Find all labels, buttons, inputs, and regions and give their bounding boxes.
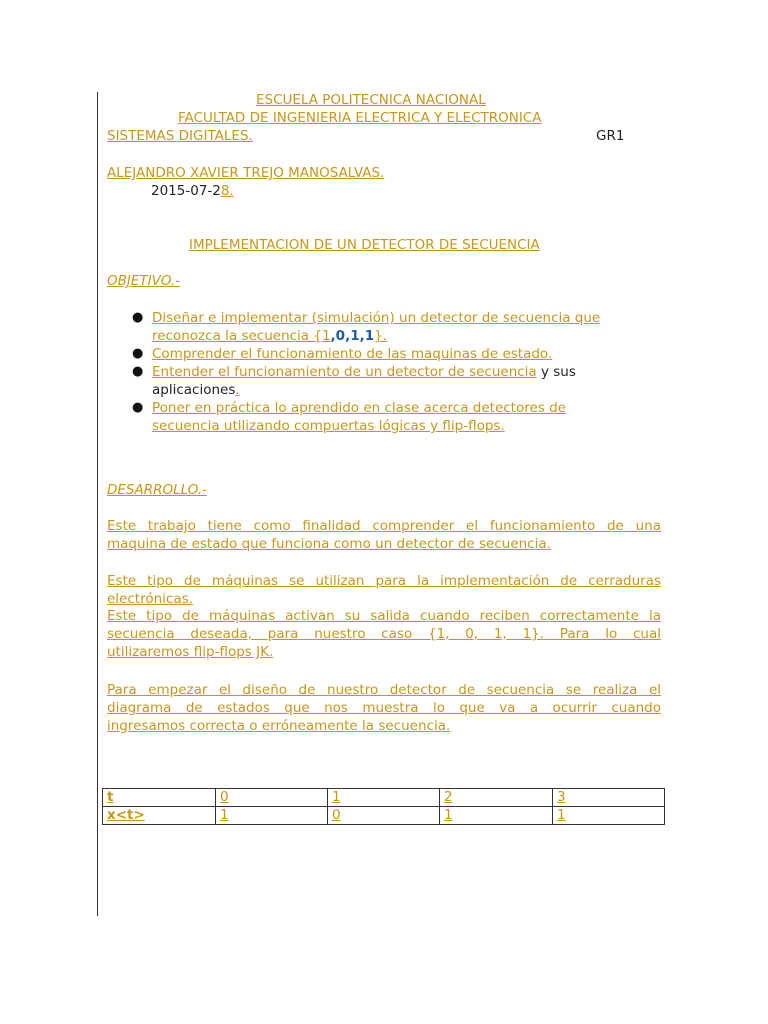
school-name[interactable]: ESCUELA POLITECNICA NACIONAL (256, 92, 486, 108)
paragraph-line[interactable]: Este trabajo tiene como finalidad comprender el funcionamiento de una (107, 518, 661, 534)
paragraph-line[interactable]: electrónicas. (107, 591, 193, 607)
objective-1-line2-start[interactable]: reconozca la secuencia { (152, 328, 322, 344)
paragraph-line[interactable]: diagrama de estados que nos muestra lo que va a ocurrir cuando (107, 700, 661, 716)
paragraph-line[interactable]: Para empezar el diseño de nuestro detector de secuencia se realiza el (107, 682, 661, 698)
objective-heading[interactable]: OBJETIVO.- (107, 273, 181, 289)
sequence-table (102, 788, 665, 825)
paragraph-line[interactable]: maquina de estado que funciona como un detector de secuencia. (107, 536, 551, 552)
objective-4-line1[interactable]: Poner en práctica lo aprendido en clase acerca detectores de (152, 400, 566, 416)
list-item (107, 363, 661, 399)
objective-1-line2-end[interactable]: }. (374, 328, 388, 344)
table-cell[interactable]: 2 (440, 789, 553, 807)
faculty-name[interactable]: FACULTAD DE INGENIERIA ELECTRICA Y ELECTRONICA (178, 110, 542, 126)
development-heading[interactable]: DESARROLLO.- (107, 482, 207, 498)
objective-list (107, 309, 661, 435)
author-name[interactable]: ALEJANDRO XAVIER TREJO MANOSALVAS. (107, 165, 385, 181)
sequence-digits: ,0,1,1 (330, 328, 375, 344)
objective-1-line1[interactable]: Diseñar e implementar (simulación) un detector de secuencia que (152, 310, 601, 326)
bullet-icon: ● (132, 310, 144, 325)
table-cell[interactable]: t (103, 789, 216, 807)
paragraph-1 (107, 517, 661, 553)
paragraph-line[interactable]: Este tipo de máquinas activan su salida cuando reciben correctamente la (107, 608, 661, 624)
table-cell[interactable]: x<t> (103, 807, 216, 825)
course-name[interactable]: SISTEMAS DIGITALES. (107, 128, 253, 144)
table-row (103, 807, 665, 825)
table-cell[interactable]: 3 (553, 789, 665, 807)
table-cell[interactable]: 1 (328, 789, 440, 807)
paragraph-4 (107, 681, 661, 735)
list-item (107, 345, 661, 363)
objective-3-plain: y sus (536, 364, 576, 380)
group-label: GR1 (596, 128, 625, 144)
bullet-icon: ● (132, 346, 144, 361)
objective-2[interactable]: Comprender el funcionamiento de las maquinas de estado. (152, 346, 553, 362)
list-item (107, 399, 661, 435)
paragraph-line[interactable]: ingresamos correcta o erróneamente la secuencia. (107, 718, 451, 734)
objective-3-link[interactable]: Entender el funcionamiento de un detector de secuencia (152, 364, 537, 380)
paragraph-3 (107, 607, 661, 661)
objective-3-line2: aplicaciones (152, 382, 236, 398)
date-prefix: 2015-07-2 (151, 183, 221, 199)
objective-4-line2[interactable]: secuencia utilizando compuertas lógicas y flip-flops. (152, 418, 505, 434)
bullet-icon: ● (132, 400, 144, 415)
paragraph-line[interactable]: secuencia deseada, para nuestro caso {1, 0, 1, 1}. Para lo cual (107, 626, 661, 642)
table-row (103, 789, 665, 807)
document-title[interactable]: IMPLEMENTACION DE UN DETECTOR DE SECUENCIA (189, 237, 540, 253)
paragraph-line[interactable]: Este tipo de máquinas se utilizan para la implementación de cerraduras (107, 573, 661, 589)
list-item (107, 309, 661, 345)
table-cell[interactable]: 0 (328, 807, 440, 825)
table-cell[interactable]: 1 (440, 807, 553, 825)
date (151, 182, 234, 200)
paragraph-2 (107, 572, 661, 608)
bullet-icon: ● (132, 364, 144, 379)
paragraph-line[interactable]: utilizaremos flip-flops JK. (107, 644, 274, 660)
sequence-first-digit[interactable]: 1 (321, 328, 331, 344)
table-cell[interactable]: 1 (216, 807, 328, 825)
table-cell[interactable]: 1 (553, 807, 665, 825)
objective-3-period[interactable]: . (235, 382, 240, 398)
table-cell[interactable]: 0 (216, 789, 328, 807)
left-margin-line (97, 92, 98, 916)
date-suffix[interactable]: 8. (220, 183, 234, 199)
